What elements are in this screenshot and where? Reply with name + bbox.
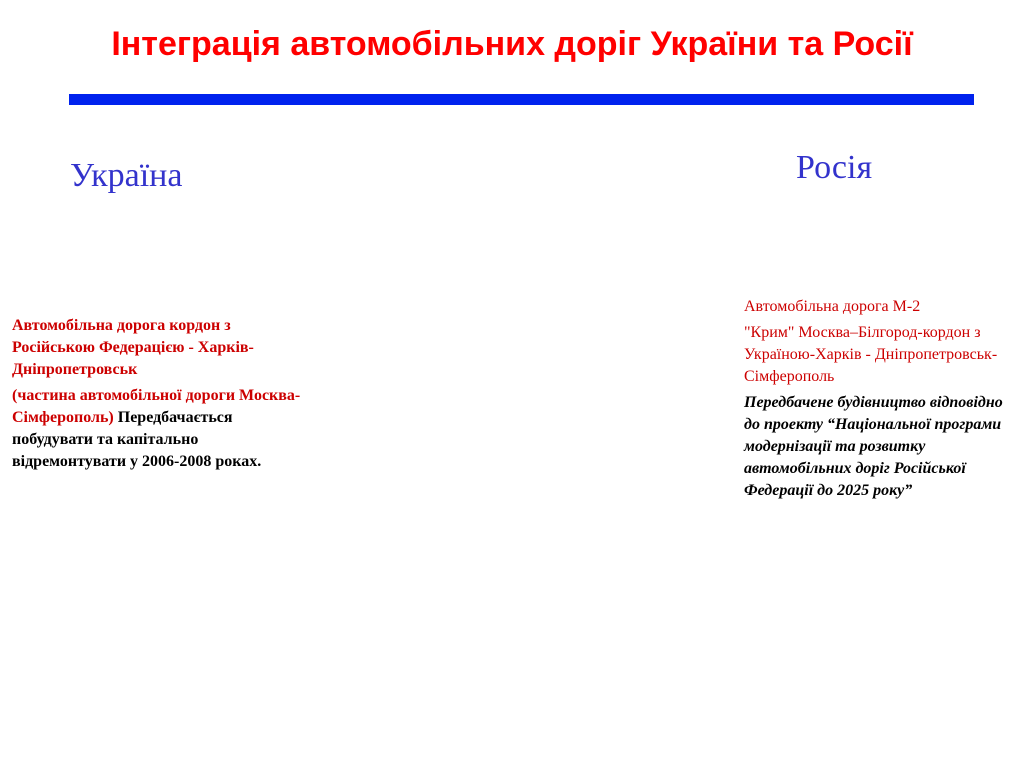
ukraine-road-description: Автомобільна дорога кордон з Російською Федерацією - Харків-Дніпропетровськ: [12, 317, 254, 378]
ukraine-road-part: (частина автомобільної дороги Москва-Сімферополь): [12, 387, 301, 426]
russia-text-block: [744, 296, 1019, 506]
russia-road-line1: Автомобільна дорога М-2: [744, 298, 921, 315]
ukraine-plan: Передбачається побудувати та капітально відремонтувати у 2006-2008 роках.: [12, 409, 262, 470]
heading-russia: Росія: [796, 149, 873, 186]
slide-title: Інтеграція автомобільних доріг України та Росії: [111, 25, 913, 63]
ukraine-text-block: [12, 315, 302, 477]
russia-road-line2: "Крим" Москва–Білгород-кордон з Україною-Харків - Дніпропетровськ-Сімферополь: [744, 324, 998, 385]
heading-ukraine: Україна: [70, 157, 183, 194]
ukraine-plan-text: [12, 385, 302, 473]
title-underline-rule: [69, 94, 974, 105]
russia-plan: Передбачене будівництво відповідно до проекту “Національної програми модернізації та розвитку автомобільних доріг Російської Федерації до 2025 року”: [744, 394, 1003, 499]
